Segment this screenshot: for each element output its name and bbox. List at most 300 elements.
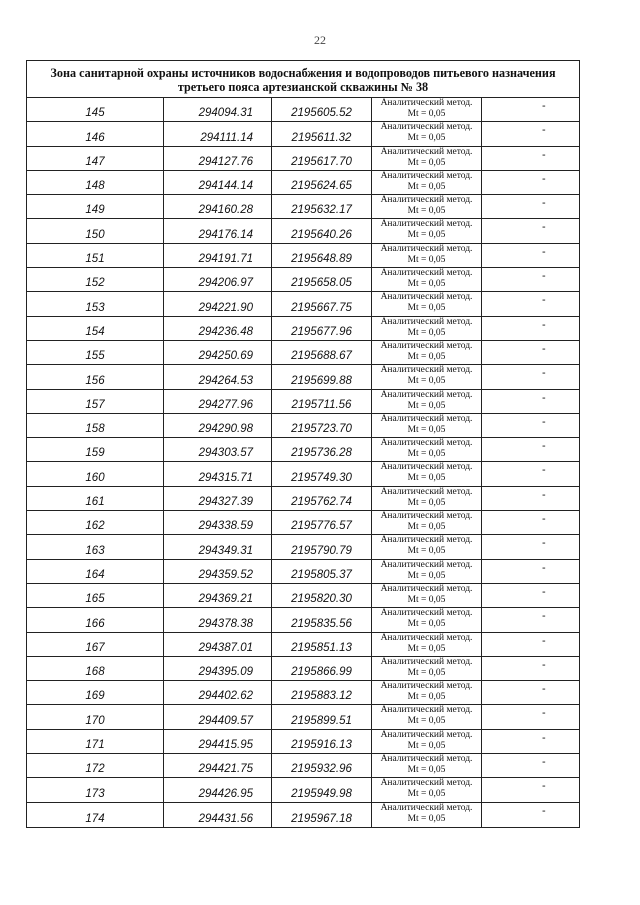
point-number-cell <box>27 730 164 753</box>
y-coordinate-cell <box>272 147 372 170</box>
y-coordinate-cell <box>272 560 372 583</box>
method-label: Аналитический метод. <box>380 729 473 740</box>
x-coordinate: 294315.71 <box>198 471 253 484</box>
description-cell <box>482 730 579 753</box>
point-number: 160 <box>85 471 105 484</box>
y-coordinate-cell <box>272 608 372 631</box>
x-coordinate-cell <box>164 681 272 704</box>
table-row <box>27 487 579 511</box>
y-coordinate: 2195667.75 <box>291 301 352 314</box>
y-coordinate: 2195723.70 <box>291 423 352 436</box>
x-coordinate: 294221.90 <box>198 301 253 314</box>
method-cell <box>372 681 482 704</box>
x-coordinate: 294387.01 <box>198 641 253 654</box>
description-cell <box>482 390 579 413</box>
empty-dash: - <box>542 780 546 793</box>
x-coordinate: 294250.69 <box>198 350 253 363</box>
accuracy-label: Mt = 0,05 <box>407 716 446 727</box>
x-coordinate: 294421.75 <box>198 763 253 776</box>
method-label: Аналитический метод. <box>380 438 473 449</box>
empty-dash: - <box>542 148 546 161</box>
method-cell <box>372 171 482 194</box>
method-cell <box>372 584 482 607</box>
y-coordinate: 2195711.56 <box>291 398 352 411</box>
point-number-cell <box>27 681 164 704</box>
table-row <box>27 390 579 414</box>
point-number-cell <box>27 511 164 534</box>
description-cell <box>482 511 579 534</box>
y-coordinate-cell <box>272 292 372 315</box>
x-coordinate-cell <box>164 730 272 753</box>
table-row <box>27 98 579 122</box>
accuracy-label: Mt = 0,05 <box>407 351 446 362</box>
accuracy-label: Mt = 0,05 <box>407 473 446 484</box>
empty-dash: - <box>542 464 546 477</box>
description-cell <box>482 365 579 388</box>
accuracy-label: Mt = 0,05 <box>407 279 446 290</box>
x-coordinate-cell <box>164 778 272 801</box>
y-coordinate-cell <box>272 244 372 267</box>
x-coordinate: 294191.71 <box>198 253 253 266</box>
point-number: 174 <box>85 812 105 825</box>
table-row <box>27 754 579 778</box>
method-cell <box>372 98 482 121</box>
y-coordinate: 2195916.13 <box>291 739 352 752</box>
accuracy-label: Mt = 0,05 <box>407 157 446 168</box>
x-coordinate-cell <box>164 341 272 364</box>
x-coordinate-cell <box>164 803 272 827</box>
method-label: Аналитический метод. <box>380 559 473 570</box>
y-coordinate-cell <box>272 754 372 777</box>
y-coordinate-cell <box>272 390 372 413</box>
y-coordinate-cell <box>272 511 372 534</box>
method-label: Аналитический метод. <box>380 778 473 789</box>
point-number: 151 <box>85 253 105 266</box>
point-number: 149 <box>85 204 105 217</box>
table-row <box>27 657 579 681</box>
point-number-cell <box>27 268 164 291</box>
x-coordinate-cell <box>164 438 272 461</box>
point-number-cell <box>27 365 164 388</box>
point-number: 153 <box>85 301 105 314</box>
y-coordinate: 2195648.89 <box>291 253 352 266</box>
method-label: Аналитический метод. <box>380 681 473 692</box>
table-row <box>27 584 579 608</box>
point-number: 164 <box>85 568 105 581</box>
method-label: Аналитический метод. <box>380 511 473 522</box>
description-cell <box>482 195 579 218</box>
x-coordinate-cell <box>164 754 272 777</box>
point-number: 163 <box>85 544 105 557</box>
description-cell <box>482 681 579 704</box>
description-cell <box>482 268 579 291</box>
y-coordinate-cell <box>272 778 372 801</box>
description-cell <box>482 487 579 510</box>
table-row <box>27 705 579 729</box>
table-title <box>27 61 579 98</box>
accuracy-label: Mt = 0,05 <box>407 206 446 217</box>
y-coordinate: 2195776.57 <box>291 520 352 533</box>
table-row <box>27 462 579 486</box>
x-coordinate: 294111.14 <box>200 131 253 144</box>
x-coordinate: 294160.28 <box>198 204 253 217</box>
accuracy-label: Mt = 0,05 <box>407 692 446 703</box>
x-coordinate: 294127.76 <box>198 155 253 168</box>
y-coordinate-cell <box>272 535 372 558</box>
method-cell <box>372 608 482 631</box>
method-cell <box>372 122 482 145</box>
empty-dash: - <box>542 488 546 501</box>
table-row <box>27 171 579 195</box>
method-label: Аналитический метод. <box>380 754 473 765</box>
page-number: 22 <box>314 33 326 47</box>
table-row <box>27 803 579 827</box>
description-cell <box>482 438 579 461</box>
point-number: 172 <box>85 763 105 776</box>
point-number-cell <box>27 147 164 170</box>
empty-dash: - <box>542 415 546 428</box>
x-coordinate: 294426.95 <box>198 787 253 800</box>
method-label: Аналитический метод. <box>380 802 473 813</box>
method-cell <box>372 778 482 801</box>
accuracy-label: Mt = 0,05 <box>407 327 446 338</box>
y-coordinate-cell <box>272 681 372 704</box>
table-row <box>27 365 579 389</box>
table-row <box>27 730 579 754</box>
description-cell <box>482 219 579 242</box>
empty-dash: - <box>542 585 546 598</box>
empty-dash: - <box>542 634 546 647</box>
y-coordinate-cell <box>272 657 372 680</box>
accuracy-label: Mt = 0,05 <box>407 643 446 654</box>
point-number-cell <box>27 560 164 583</box>
description-cell <box>482 462 579 485</box>
method-label: Аналитический метод. <box>380 340 473 351</box>
y-coordinate-cell <box>272 414 372 437</box>
x-coordinate: 294369.21 <box>198 593 253 606</box>
method-label: Аналитический метод. <box>380 389 473 400</box>
method-label: Аналитический метод. <box>380 656 473 667</box>
y-coordinate: 2195866.99 <box>291 666 352 679</box>
point-number-cell <box>27 705 164 728</box>
table-row <box>27 244 579 268</box>
accuracy-label: Mt = 0,05 <box>407 400 446 411</box>
y-coordinate: 2195749.30 <box>291 471 352 484</box>
y-coordinate-cell <box>272 268 372 291</box>
empty-dash: - <box>542 731 546 744</box>
method-label: Аналитический метод. <box>380 462 473 473</box>
description-cell <box>482 244 579 267</box>
x-coordinate-cell <box>164 608 272 631</box>
x-coordinate: 294206.97 <box>198 277 253 290</box>
coordinates-table <box>26 60 580 828</box>
method-label: Аналитический метод. <box>380 583 473 594</box>
x-coordinate: 294176.14 <box>198 228 253 241</box>
table-row <box>27 414 579 438</box>
y-coordinate: 2195820.30 <box>291 593 352 606</box>
description-cell <box>482 317 579 340</box>
x-coordinate-cell <box>164 487 272 510</box>
x-coordinate: 294359.52 <box>198 568 253 581</box>
point-number-cell <box>27 462 164 485</box>
method-label: Аналитический метод. <box>380 316 473 327</box>
x-coordinate-cell <box>164 657 272 680</box>
y-coordinate-cell <box>272 438 372 461</box>
point-number-cell <box>27 487 164 510</box>
method-label: Аналитический метод. <box>380 146 473 157</box>
accuracy-label: Mt = 0,05 <box>407 667 446 678</box>
method-label: Аналитический метод. <box>380 413 473 424</box>
x-coordinate-cell <box>164 98 272 121</box>
accuracy-label: Mt = 0,05 <box>407 109 446 119</box>
y-coordinate-cell <box>272 341 372 364</box>
method-label: Аналитический метод. <box>380 268 473 279</box>
accuracy-label: Mt = 0,05 <box>407 740 446 751</box>
x-coordinate-cell <box>164 292 272 315</box>
y-coordinate: 2195605.52 <box>291 107 352 120</box>
method-cell <box>372 341 482 364</box>
x-coordinate-cell <box>164 511 272 534</box>
table-row <box>27 438 579 462</box>
point-number-cell <box>27 584 164 607</box>
description-cell <box>482 705 579 728</box>
y-coordinate-cell <box>272 705 372 728</box>
accuracy-label: Mt = 0,05 <box>407 570 446 581</box>
y-coordinate: 2195699.88 <box>291 374 352 387</box>
x-coordinate-cell <box>164 633 272 656</box>
y-coordinate-cell <box>272 633 372 656</box>
y-coordinate: 2195762.74 <box>291 496 352 509</box>
point-number: 158 <box>85 423 105 436</box>
accuracy-label: Mt = 0,05 <box>407 254 446 265</box>
empty-dash: - <box>542 391 546 404</box>
method-label: Аналитический метод. <box>380 243 473 254</box>
accuracy-label: Mt = 0,05 <box>407 765 446 776</box>
empty-dash: - <box>542 124 546 137</box>
y-coordinate-cell <box>272 365 372 388</box>
x-coordinate: 294290.98 <box>198 423 253 436</box>
point-number: 152 <box>85 277 105 290</box>
point-number-cell <box>27 341 164 364</box>
method-cell <box>372 268 482 291</box>
x-coordinate-cell <box>164 195 272 218</box>
table-body <box>27 98 579 827</box>
empty-dash: - <box>542 342 546 355</box>
method-label: Аналитический метод. <box>380 170 473 181</box>
accuracy-label: Mt = 0,05 <box>407 181 446 192</box>
x-coordinate: 294395.09 <box>198 666 253 679</box>
description-cell <box>482 584 579 607</box>
table-row <box>27 560 579 584</box>
method-cell <box>372 414 482 437</box>
empty-dash: - <box>542 561 546 574</box>
x-coordinate-cell <box>164 147 272 170</box>
method-cell <box>372 195 482 218</box>
table-row <box>27 147 579 171</box>
x-coordinate-cell <box>164 268 272 291</box>
x-coordinate-cell <box>164 244 272 267</box>
empty-dash: - <box>542 367 546 380</box>
method-cell <box>372 657 482 680</box>
x-coordinate-cell <box>164 535 272 558</box>
y-coordinate-cell <box>272 462 372 485</box>
x-coordinate-cell <box>164 171 272 194</box>
table-row <box>27 195 579 219</box>
point-number: 167 <box>85 641 105 654</box>
empty-dash: - <box>542 804 546 817</box>
empty-dash: - <box>542 197 546 210</box>
method-cell <box>372 292 482 315</box>
accuracy-label: Mt = 0,05 <box>407 449 446 460</box>
y-coordinate: 2195624.65 <box>291 180 352 193</box>
point-number-cell <box>27 754 164 777</box>
x-coordinate-cell <box>164 219 272 242</box>
description-cell <box>482 535 579 558</box>
x-coordinate: 294094.31 <box>198 107 253 120</box>
y-coordinate: 2195640.26 <box>291 228 352 241</box>
point-number: 157 <box>85 398 105 411</box>
method-label: Аналитический метод. <box>380 98 473 108</box>
y-coordinate: 2195835.56 <box>291 617 352 630</box>
y-coordinate: 2195790.79 <box>291 544 352 557</box>
x-coordinate: 294349.31 <box>198 544 253 557</box>
empty-dash: - <box>542 270 546 283</box>
method-cell <box>372 560 482 583</box>
table-row <box>27 535 579 559</box>
point-number: 168 <box>85 666 105 679</box>
y-coordinate-cell <box>272 171 372 194</box>
empty-dash: - <box>542 683 546 696</box>
point-number-cell <box>27 122 164 145</box>
method-cell <box>372 219 482 242</box>
y-coordinate: 2195851.13 <box>291 641 352 654</box>
table-row <box>27 778 579 802</box>
point-number: 148 <box>85 180 105 193</box>
method-cell <box>372 511 482 534</box>
method-label: Аналитический метод. <box>380 632 473 643</box>
method-cell <box>372 244 482 267</box>
accuracy-label: Mt = 0,05 <box>407 230 446 241</box>
y-coordinate: 2195688.67 <box>291 350 352 363</box>
point-number-cell <box>27 778 164 801</box>
description-cell <box>482 414 579 437</box>
y-coordinate-cell <box>272 487 372 510</box>
description-cell <box>482 608 579 631</box>
empty-dash: - <box>542 100 546 112</box>
empty-dash: - <box>542 221 546 234</box>
description-cell <box>482 657 579 680</box>
point-number-cell <box>27 292 164 315</box>
y-coordinate: 2195949.98 <box>291 787 352 800</box>
table-row <box>27 608 579 632</box>
point-number-cell <box>27 171 164 194</box>
accuracy-label: Mt = 0,05 <box>407 789 446 800</box>
method-label: Аналитический метод. <box>380 122 473 133</box>
x-coordinate-cell <box>164 414 272 437</box>
accuracy-label: Mt = 0,05 <box>407 497 446 508</box>
table-row <box>27 511 579 535</box>
y-coordinate-cell <box>272 584 372 607</box>
description-cell <box>482 633 579 656</box>
point-number-cell <box>27 390 164 413</box>
y-coordinate-cell <box>272 122 372 145</box>
x-coordinate: 294415.95 <box>198 739 253 752</box>
method-cell <box>372 487 482 510</box>
x-coordinate-cell <box>164 705 272 728</box>
description-cell <box>482 147 579 170</box>
x-coordinate: 294277.96 <box>198 398 253 411</box>
y-coordinate: 2195617.70 <box>291 155 352 168</box>
point-number-cell <box>27 219 164 242</box>
point-number: 165 <box>85 593 105 606</box>
y-coordinate: 2195611.32 <box>291 131 352 144</box>
table-row <box>27 292 579 316</box>
y-coordinate: 2195677.96 <box>291 325 352 338</box>
method-cell <box>372 147 482 170</box>
point-number-cell <box>27 535 164 558</box>
description-cell <box>482 560 579 583</box>
x-coordinate: 294327.39 <box>198 496 253 509</box>
y-coordinate: 2195632.17 <box>291 204 352 217</box>
method-label: Аналитический метод. <box>380 705 473 716</box>
point-number: 159 <box>85 447 105 460</box>
description-cell <box>482 171 579 194</box>
accuracy-label: Mt = 0,05 <box>407 619 446 630</box>
point-number: 171 <box>85 739 105 752</box>
point-number: 166 <box>85 617 105 630</box>
method-cell <box>372 317 482 340</box>
x-coordinate: 294303.57 <box>198 447 253 460</box>
empty-dash: - <box>542 513 546 526</box>
method-label: Аналитический метод. <box>380 486 473 497</box>
accuracy-label: Mt = 0,05 <box>407 424 446 435</box>
x-coordinate-cell <box>164 560 272 583</box>
description-cell <box>482 341 579 364</box>
point-number-cell <box>27 608 164 631</box>
point-number: 173 <box>85 787 105 800</box>
x-coordinate: 294338.59 <box>198 520 253 533</box>
empty-dash: - <box>542 318 546 331</box>
x-coordinate: 294402.62 <box>198 690 253 703</box>
y-coordinate-cell <box>272 317 372 340</box>
accuracy-label: Mt = 0,05 <box>407 522 446 533</box>
y-coordinate-cell <box>272 195 372 218</box>
point-number: 170 <box>85 714 105 727</box>
point-number: 146 <box>85 131 105 144</box>
description-cell <box>482 292 579 315</box>
empty-dash: - <box>542 294 546 307</box>
method-cell <box>372 390 482 413</box>
point-number: 162 <box>85 520 105 533</box>
method-cell <box>372 730 482 753</box>
point-number: 156 <box>85 374 105 387</box>
accuracy-label: Mt = 0,05 <box>407 546 446 557</box>
table-row <box>27 341 579 365</box>
x-coordinate: 294144.14 <box>198 180 253 193</box>
y-coordinate: 2195967.18 <box>291 812 352 825</box>
empty-dash: - <box>542 707 546 720</box>
table-row <box>27 219 579 243</box>
method-cell <box>372 803 482 827</box>
point-number-cell <box>27 633 164 656</box>
point-number-cell <box>27 98 164 121</box>
point-number-cell <box>27 657 164 680</box>
method-cell <box>372 633 482 656</box>
method-cell <box>372 705 482 728</box>
accuracy-label: Mt = 0,05 <box>407 376 446 387</box>
x-coordinate: 294409.57 <box>198 714 253 727</box>
description-cell <box>482 122 579 145</box>
